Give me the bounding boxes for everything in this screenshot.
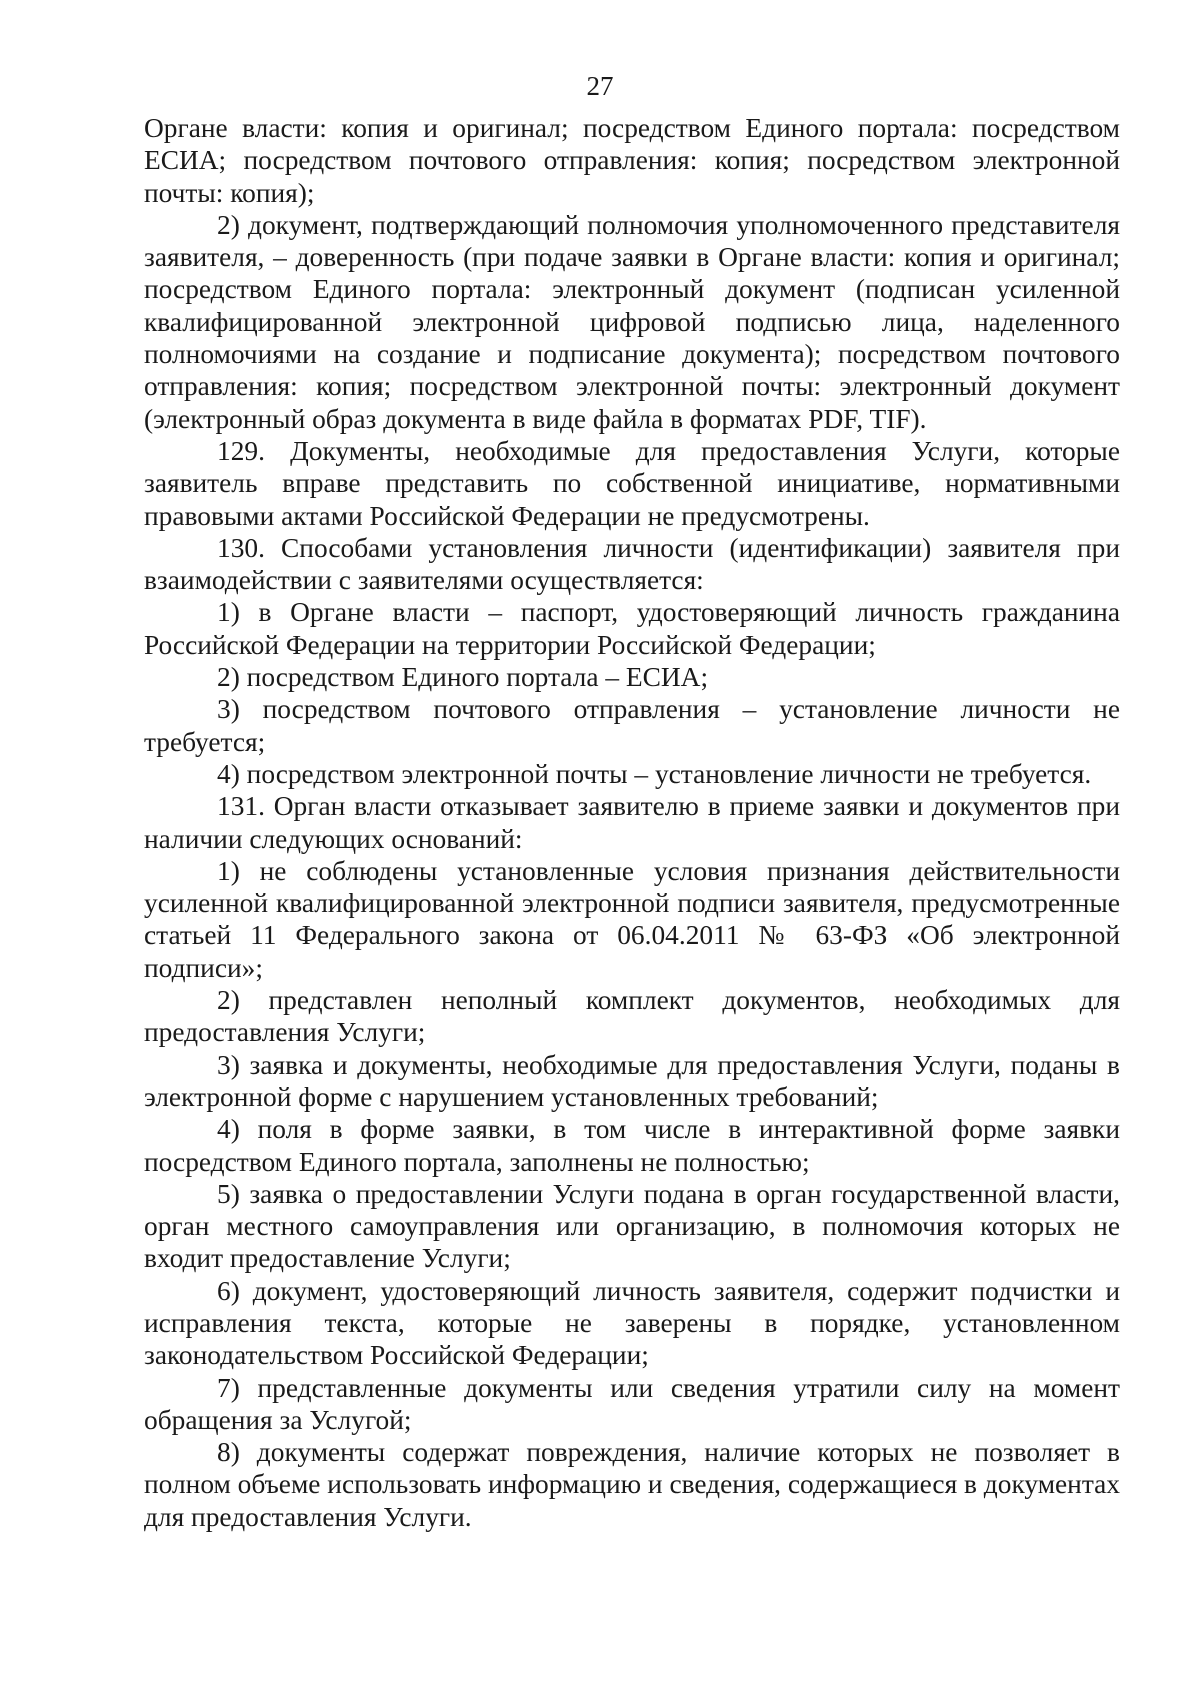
paragraph: Органе власти: копия и оригинал; посредством Единого портала: посредством ЕСИА; посредством почтового отправления: копия; посредством электронной почты: копия); [144, 113, 1120, 208]
paragraph: 2) документ, подтверждающий полномочия уполномоченного представителя заявителя, – доверенность (при подаче заявки в Органе власти: копия и оригинал; посредством Единого портала: электронный документ (подписан усиленной квалифицированной электронной цифровой подписью лица, наделенного полномочиями на создание и подписание документа); посредством почтового отправления: копия; посредством электронной почты: электронный документ (электронный образ документа в виде файла в форматах PDF, TIF). [144, 209, 1120, 434]
paragraph: 2) представлен неполный комплект документов, необходимых для предоставления Услуги; [144, 985, 1120, 1048]
paragraph: 129. Документы, необходимые для предоставления Услуги, которые заявитель вправе представить по собственной инициативе, нормативными правовыми актами Российской Федерации не предусмотрены. [144, 435, 1120, 531]
paragraph: 130. Способами установления личности (идентификации) заявителя при взаимодействии с заявителями осуществляется: [144, 532, 1120, 596]
paragraph: 3) заявка и документы, необходимые для предоставления Услуги, поданы в электронной форме с нарушением установленных требований; [144, 1049, 1120, 1112]
paragraph: 7) представленные документы или сведения утратили силу на момент обращения за Услугой; [144, 1372, 1120, 1435]
paragraph: 131. Орган власти отказывает заявителю в приеме заявки и документов при наличии следующих оснований: [144, 791, 1120, 854]
paragraph: 2) посредством Единого портала – ЕСИА; [217, 662, 709, 693]
paragraph: 6) документ, удостоверяющий личность заявителя, содержит подчистки и исправления текста, которые не заверены в порядке, установленном законодательством Российской Федерации; [144, 1275, 1120, 1371]
paragraph: 4) поля в форме заявки, в том числе в интерактивной форме заявки посредством Единого портала, заполнены не полностью; [144, 1114, 1120, 1177]
paragraph: 8) документы содержат повреждения, наличие которых не позволяет в полном объеме использовать информацию и сведения, содержащиеся в документах для предоставления Услуги. [144, 1437, 1120, 1532]
page-number: 27 [586, 71, 614, 101]
paragraph: 1) не соблюдены установленные условия признания действительности усиленной квалифицированной электронной подписи заявителя, предусмотренные статьей 11 Федерального закона от 06.04.2011 № 63-ФЗ «Об электронной подписи»; [144, 855, 1120, 983]
document-body [144, 112, 1120, 1533]
paragraph: 3) посредством почтового отправления – установление личности не требуется; [144, 694, 1120, 757]
paragraph: 1) в Органе власти – паспорт, удостоверяющий личность гражданина Российской Федерации на территории Российской Федерации; [144, 597, 1120, 660]
paragraph: 4) посредством электронной почты – установление личности не требуется. [217, 758, 1092, 789]
paragraph: 5) заявка о предоставлении Услуги подана в орган государственной власти, орган местного самоуправления или организацию, в полномочия которых не входит предоставление Услуги; [144, 1178, 1120, 1274]
